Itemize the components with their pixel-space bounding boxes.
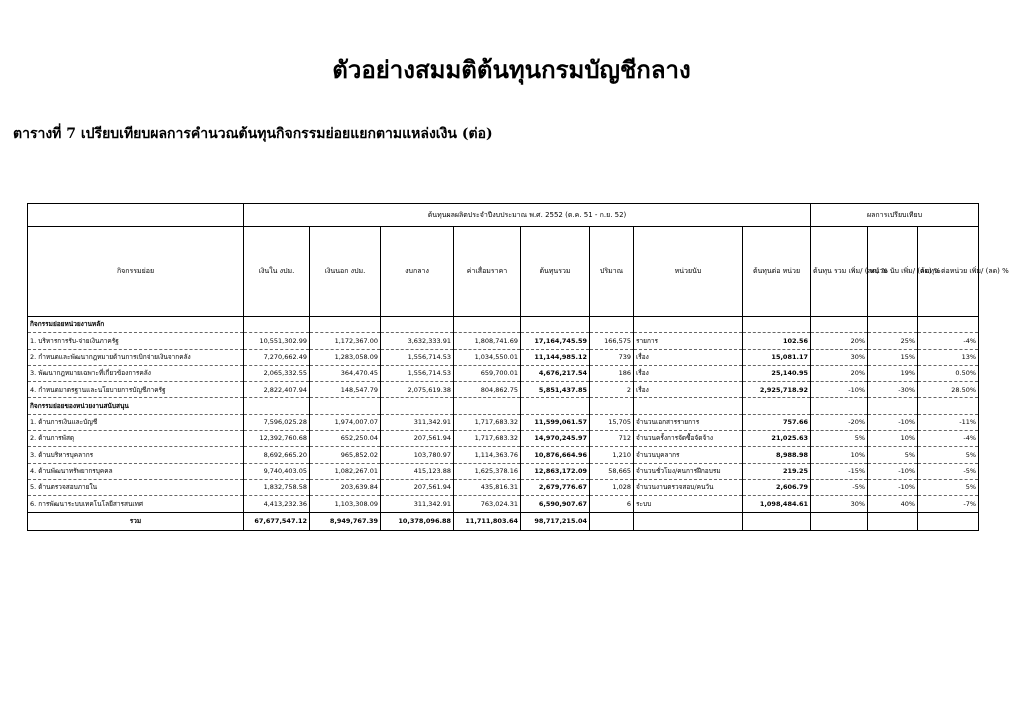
cell-cmp-total: 5% (811, 431, 868, 447)
cell-activity: 3. พัฒนากฎหมายเฉพาะที่เกี่ยวข้องการคลัง (28, 365, 244, 381)
total-row (28, 512, 979, 530)
cell-depreciation: 1,808,741.69 (454, 333, 521, 349)
col-header-central: งบกลาง (381, 227, 454, 317)
table-row (28, 479, 979, 495)
cell-in-budget: 7,270,662.49 (244, 349, 310, 365)
cell-central: 3,632,333.91 (381, 333, 454, 349)
table-row (28, 382, 979, 398)
cell-activity: 1. ด้านการเงินและบัญชี (28, 414, 244, 430)
cell-cmp-unit: 28.50% (918, 382, 979, 398)
cell-out-budget: 1,082,267.01 (310, 463, 381, 479)
section-empty-cell (634, 398, 743, 414)
cell-in-budget: 7,596,025.28 (244, 414, 310, 430)
cell-depreciation: 1,034,550.01 (454, 349, 521, 365)
total-out-budget: 8,949,767.39 (310, 512, 381, 530)
cell-cmp-total: 30% (811, 349, 868, 365)
section-empty-cell (454, 317, 521, 333)
cell-unit: จำนวนชั่วโมง/คนการฝึกอบรม (634, 463, 743, 479)
cell-depreciation: 659,700.01 (454, 365, 521, 381)
cell-in-budget: 8,692,665.20 (244, 447, 310, 463)
col-header-cmp-unit: ต้นทุน ต่อหน่วย เพิ่ม/ (ลด) % (918, 227, 979, 317)
cell-unit: เรื่อง (634, 349, 743, 365)
total-empty-cell (634, 512, 743, 530)
section-empty-cell (743, 317, 811, 333)
cell-activity: 4. ด้านพัฒนาทรัพยากรบุคคล (28, 463, 244, 479)
section-empty-cell (590, 317, 634, 333)
section-empty-cell (381, 317, 454, 333)
cell-in-budget: 12,392,760.68 (244, 431, 310, 447)
cell-cmp-unit: -4% (918, 333, 979, 349)
section-empty-cell (918, 398, 979, 414)
cell-out-budget: 1,172,367.00 (310, 333, 381, 349)
section-empty-cell (868, 317, 918, 333)
cell-unit: จำนวนครั้งการจัดซื้อจัดจ้าง (634, 431, 743, 447)
col-header-in-budget: เงินใน งปม. (244, 227, 310, 317)
section-label: กิจกรรมย่อยหน่วยงานหลัก (28, 317, 244, 333)
cell-out-budget: 148,547.79 (310, 382, 381, 398)
cell-central: 1,556,714.53 (381, 365, 454, 381)
cell-in-budget: 1,832,758.58 (244, 479, 310, 495)
cell-quantity: 1,210 (590, 447, 634, 463)
cell-depreciation: 1,625,378.16 (454, 463, 521, 479)
cell-activity: 5. ด้านตรวจสอบภายใน (28, 479, 244, 495)
cell-total-cost: 17,164,745.59 (521, 333, 590, 349)
cell-quantity: 15,705 (590, 414, 634, 430)
section-empty-cell (381, 398, 454, 414)
table-row (28, 349, 979, 365)
cell-unit-cost: 757.66 (743, 414, 811, 430)
section-empty-cell (811, 317, 868, 333)
total-empty-cell (590, 512, 634, 530)
cell-total-cost: 2,679,776.67 (521, 479, 590, 495)
cell-cmp-count: 15% (868, 349, 918, 365)
cell-central: 1,556,714.53 (381, 349, 454, 365)
cell-unit-cost: 2,925,718.92 (743, 382, 811, 398)
section-row (28, 317, 979, 333)
col-header-out-budget: เงินนอก งปม. (310, 227, 381, 317)
cell-total-cost: 11,599,061.57 (521, 414, 590, 430)
cell-cmp-count: -30% (868, 382, 918, 398)
cell-depreciation: 1,717,683.32 (454, 431, 521, 447)
cell-cmp-total: 20% (811, 333, 868, 349)
cell-cmp-count: -10% (868, 414, 918, 430)
cell-unit-cost: 1,098,484.61 (743, 496, 811, 512)
total-in-budget: 67,677,547.12 (244, 512, 310, 530)
table-row (28, 365, 979, 381)
total-empty-cell (918, 512, 979, 530)
cell-cmp-unit: -7% (918, 496, 979, 512)
cell-cmp-count: 5% (868, 447, 918, 463)
cell-total-cost: 10,876,664.96 (521, 447, 590, 463)
col-header-activity: กิจกรรมย่อย (28, 227, 244, 317)
cell-unit-cost: 21,025.63 (743, 431, 811, 447)
cell-cmp-count: -10% (868, 479, 918, 495)
section-empty-cell (918, 317, 979, 333)
section-empty-cell (310, 398, 381, 414)
cell-in-budget: 10,551,302.99 (244, 333, 310, 349)
cell-unit: เรื่อง (634, 382, 743, 398)
col-header-quantity: ปริมาณ (590, 227, 634, 317)
cell-cmp-unit: 0.50% (918, 365, 979, 381)
table-row (28, 431, 979, 447)
cell-unit-cost: 219.25 (743, 463, 811, 479)
col-header-unit-cost: ต้นทุนต่อ หน่วย (743, 227, 811, 317)
cost-group-header: ต้นทุนผลผลิตประจำปีงบประมาณ พ.ศ. 2552 (ต.ค. 51 - ก.ย. 52) (244, 204, 811, 227)
cell-quantity: 58,665 (590, 463, 634, 479)
cell-total-cost: 5,851,437.85 (521, 382, 590, 398)
cell-total-cost: 12,863,172.09 (521, 463, 590, 479)
section-row (28, 398, 979, 414)
cell-quantity: 6 (590, 496, 634, 512)
cell-depreciation: 435,816.31 (454, 479, 521, 495)
group-header-row (28, 204, 979, 227)
cell-activity: 4. กำหนดมาตรฐานและนโยบายการบัญชีภาครัฐ (28, 382, 244, 398)
cell-cmp-total: -20% (811, 414, 868, 430)
cost-table (27, 203, 1009, 531)
cell-cmp-count: 10% (868, 431, 918, 447)
cell-central: 415,123.88 (381, 463, 454, 479)
cell-total-cost: 11,144,985.12 (521, 349, 590, 365)
col-header-unit: หน่วยนับ (634, 227, 743, 317)
cell-quantity: 712 (590, 431, 634, 447)
cell-quantity: 186 (590, 365, 634, 381)
section-empty-cell (634, 317, 743, 333)
cell-quantity: 739 (590, 349, 634, 365)
cell-cmp-unit: -4% (918, 431, 979, 447)
section-empty-cell (454, 398, 521, 414)
section-empty-cell (310, 317, 381, 333)
blank-header-cell (28, 204, 244, 227)
cell-quantity: 1,028 (590, 479, 634, 495)
table-row (28, 496, 979, 512)
cell-unit-cost: 102.56 (743, 333, 811, 349)
compare-group-header: ผลการเปรียบเทียบ (811, 204, 979, 227)
cell-total-cost: 14,970,245.97 (521, 431, 590, 447)
total-empty-cell (868, 512, 918, 530)
cell-central: 311,342.91 (381, 414, 454, 430)
cell-total-cost: 4,676,217.54 (521, 365, 590, 381)
cell-cmp-unit: -11% (918, 414, 979, 430)
cost-comparison-sheet (27, 203, 1009, 531)
total-central: 10,378,096.88 (381, 512, 454, 530)
cell-cmp-total: 20% (811, 365, 868, 381)
cell-in-budget: 4,413,232.36 (244, 496, 310, 512)
total-total-cost: 98,717,215.04 (521, 512, 590, 530)
table-caption: ตารางที่ 7 เปรียบเทียบผลการคำนวณต้นทุนกิจกรรมย่อยแยกตามแหล่งเงิน (ต่อ) (13, 126, 493, 142)
cell-unit-cost: 2,606.79 (743, 479, 811, 495)
cell-activity: 6. การพัฒนาระบบเทคโนโลยีสารสนเทศ (28, 496, 244, 512)
cell-central: 207,561.94 (381, 431, 454, 447)
cell-out-budget: 1,974,007.07 (310, 414, 381, 430)
cell-central: 311,342.91 (381, 496, 454, 512)
section-empty-cell (743, 398, 811, 414)
cell-in-budget: 2,065,332.55 (244, 365, 310, 381)
cell-cmp-count: -10% (868, 463, 918, 479)
page-title: ตัวอย่างสมมติต้นทุนกรมบัญชีกลาง (332, 55, 691, 84)
cell-unit: จำนวนงานตรวจสอบ/คนวัน (634, 479, 743, 495)
cell-in-budget: 2,822,407.94 (244, 382, 310, 398)
cell-cmp-total: 30% (811, 496, 868, 512)
cell-out-budget: 965,852.02 (310, 447, 381, 463)
cell-activity: 3. ด้านบริหารบุคลากร (28, 447, 244, 463)
cell-cmp-unit: 13% (918, 349, 979, 365)
cell-cmp-unit: -5% (918, 463, 979, 479)
cell-in-budget: 9,740,403.05 (244, 463, 310, 479)
cell-cmp-count: 25% (868, 333, 918, 349)
cell-unit: จำนวนเอกสารรายการ (634, 414, 743, 430)
table-row (28, 463, 979, 479)
cell-unit-cost: 8,988.98 (743, 447, 811, 463)
cell-central: 207,561.94 (381, 479, 454, 495)
cell-depreciation: 1,114,363.76 (454, 447, 521, 463)
col-header-depreciation: ค่าเสื่อมราคา (454, 227, 521, 317)
cell-unit-cost: 15,081.17 (743, 349, 811, 365)
cell-activity: 2. กำหนดและพัฒนากฎหมายด้านการเบิกจ่ายเงินจากคลัง (28, 349, 244, 365)
cell-cmp-total: -10% (811, 382, 868, 398)
cell-unit: รายการ (634, 333, 743, 349)
col-header-cmp-total: ต้นทุน รวม เพิ่ม/ (ลด) % (811, 227, 868, 317)
section-empty-cell (868, 398, 918, 414)
cell-cmp-total: -15% (811, 463, 868, 479)
cell-out-budget: 1,103,308.09 (310, 496, 381, 512)
cell-depreciation: 763,024.31 (454, 496, 521, 512)
cell-cmp-total: -5% (811, 479, 868, 495)
cell-cmp-total: 10% (811, 447, 868, 463)
cell-unit: ระบบ (634, 496, 743, 512)
cell-cmp-count: 19% (868, 365, 918, 381)
cell-out-budget: 364,470.45 (310, 365, 381, 381)
total-empty-cell (743, 512, 811, 530)
col-header-total-cost: ต้นทุนรวม (521, 227, 590, 317)
section-empty-cell (244, 317, 310, 333)
table-row (28, 333, 979, 349)
col-header-cmp-count: หน่วย นับ เพิ่ม/ (ลด) % (868, 227, 918, 317)
column-header-row (28, 227, 979, 317)
cell-out-budget: 1,283,058.09 (310, 349, 381, 365)
table-row (28, 414, 979, 430)
cell-out-budget: 203,639.84 (310, 479, 381, 495)
total-depreciation: 11,711,803.64 (454, 512, 521, 530)
cell-unit-cost: 25,140.95 (743, 365, 811, 381)
section-empty-cell (521, 398, 590, 414)
cell-cmp-unit: 5% (918, 447, 979, 463)
cell-cmp-unit: 5% (918, 479, 979, 495)
cell-unit: จำนวนบุคลากร (634, 447, 743, 463)
cell-total-cost: 6,590,907.67 (521, 496, 590, 512)
total-label: รวม (28, 512, 244, 530)
cell-activity: 2. ด้านการพัสดุ (28, 431, 244, 447)
cell-quantity: 166,575 (590, 333, 634, 349)
total-empty-cell (811, 512, 868, 530)
cell-depreciation: 804,862.75 (454, 382, 521, 398)
cell-quantity: 2 (590, 382, 634, 398)
cell-activity: 1. บริหารการรับ-จ่ายเงินภาครัฐ (28, 333, 244, 349)
table-body (28, 317, 979, 513)
section-empty-cell (811, 398, 868, 414)
cell-cmp-count: 40% (868, 496, 918, 512)
cell-out-budget: 652,250.04 (310, 431, 381, 447)
cell-central: 103,780.97 (381, 447, 454, 463)
section-empty-cell (244, 398, 310, 414)
table-row (28, 447, 979, 463)
section-label: กิจกรรมย่อยของหน่วยงานสนับสนุน (28, 398, 244, 414)
cell-central: 2,075,619.38 (381, 382, 454, 398)
cell-unit: เรื่อง (634, 365, 743, 381)
section-empty-cell (590, 398, 634, 414)
cell-depreciation: 1,717,683.32 (454, 414, 521, 430)
section-empty-cell (521, 317, 590, 333)
